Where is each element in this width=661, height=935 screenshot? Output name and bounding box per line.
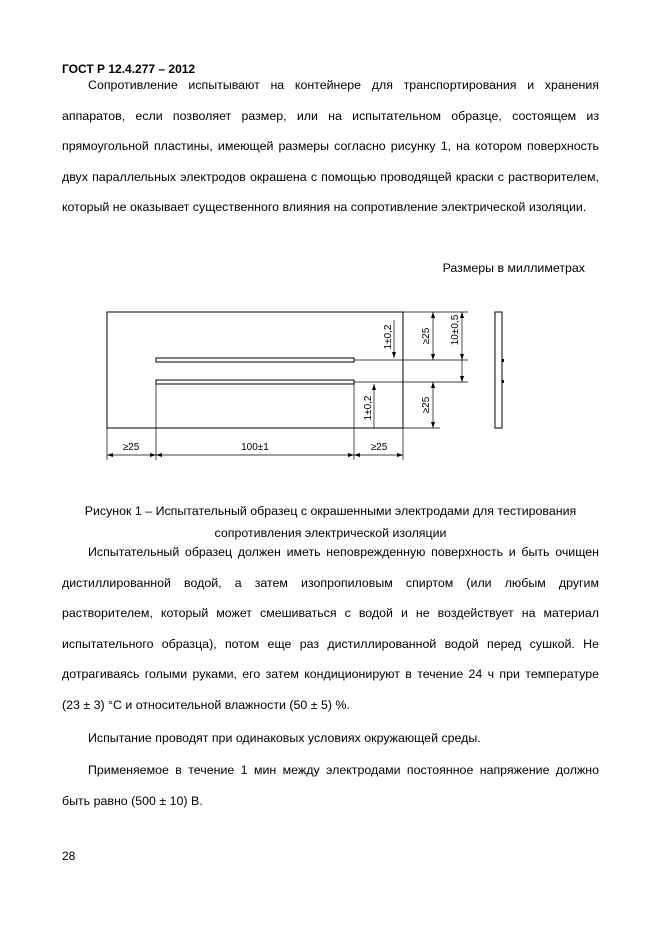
dim-right-label: ≥25 [370,442,388,453]
dim-spacing-label: 10±0,5 [450,314,461,346]
dim-left-label: ≥25 [122,442,140,453]
paragraph-conditions: Испытание проводят при одинаковых условиях окружающей среды. [88,731,481,745]
caption-line-2: сопротивления электрической изоляции [214,526,447,540]
lower-electrode [156,380,354,384]
dim-center-label: 100±1 [241,442,269,453]
paragraph-voltage: Применяемое в течение 1 мин между электродами постоянное напряжение должно быть равно (500 ± 10) В. [62,763,599,808]
dim-bottom-height-label: ≥25 [421,396,432,414]
dim-top-height-label: ≥25 [421,327,432,345]
dim-bottom-gap-label: 1±0,2 [363,395,374,421]
paragraph-intro: Сопротивление испытывают на контейнере для транспортирования и хранения аппаратов, если позволяет размер, или на испытательном образце, состоящем из прямоугольной пластины, имеющей размеры согласно рисунку 1, на котором поверхность двух параллельных электродов окрашена с помощью проводящей краски с растворителем, который не оказывает существенного влияния на сопротивление электрической изоляции. [62,78,599,214]
paragraph-cleaning: Испытательный образец должен иметь неповрежденную поверхность и быть очищен дистиллированной водой, а затем изопропиловым спиртом (или любым другим растворителем, который может смешиваться с водой и не воздействует на материал испытательного образца), потом еще раз дистиллированной водой перед сушкой. Не дотрагиваясь голыми руками, его затем кондиционируют в течение 24 ч при температуре (23 ± 3) °С и относительной влажности (50 ± 5) %. [62,545,599,712]
dim-top-gap-label: 1±0,2 [383,324,394,350]
specimen-plate [107,312,403,428]
document-header: ГОСТ Р 12.4.277 – 2012 [62,62,196,76]
caption-line-1: Рисунок 1 – Испытательный образец с окрашенными электродами для тестирования [84,504,577,518]
units-note: Размеры в миллиметрах [442,261,585,275]
side-view [495,312,502,428]
upper-electrode [156,358,354,362]
page-number: 28 [62,849,76,863]
